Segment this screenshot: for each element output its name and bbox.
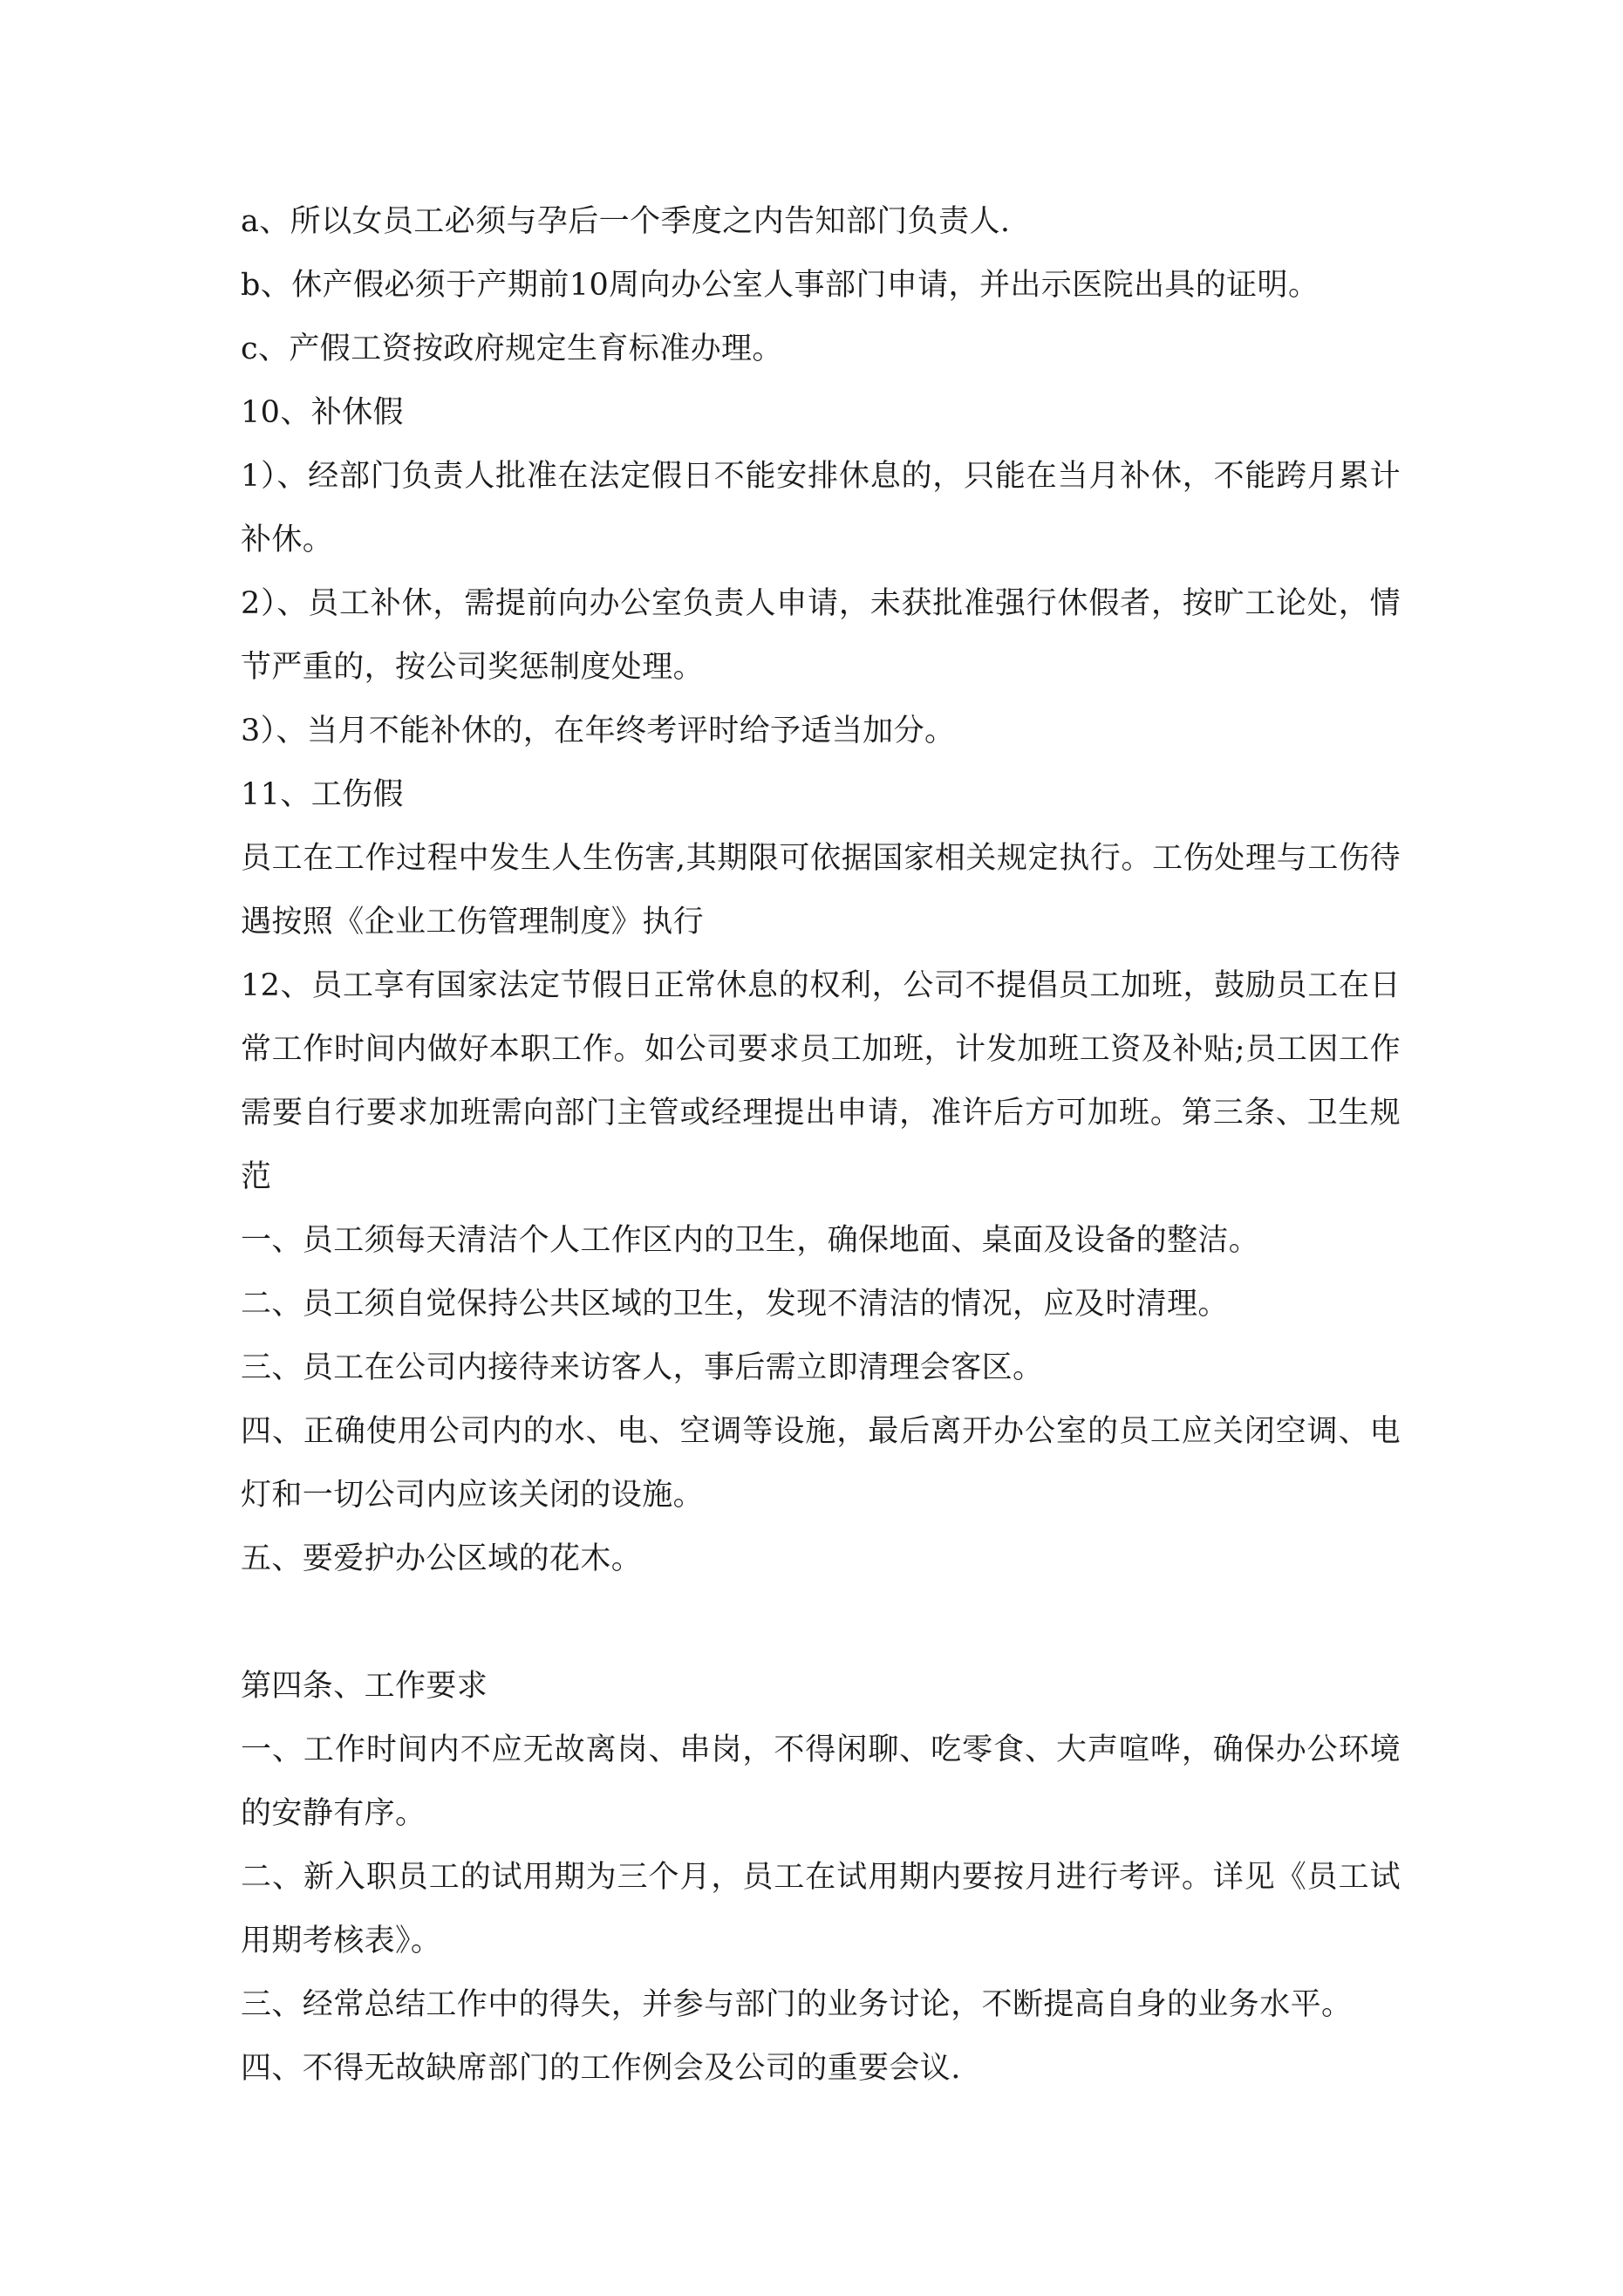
heading-work-injury-leave: 11、工伤假: [241, 777, 404, 812]
paragraph-holidays-overtime: 12、员工享有国家法定节假日正常休息的权利，公司不提倡员工加班，鼓励员工在日常工作时间内做好本职工作。如公司要求员工加班，计发加班工资及补贴;员工因工作需要自行要求加班需向部门主管或经理提出申请，准许后方可加班。第三条、卫生规范: [241, 968, 1401, 1194]
heading-work-requirements: 第四条、工作要求: [241, 1669, 488, 1704]
paragraph-hygiene-3: 三、员工在公司内接待来访客人，事后需立即清理会客区。: [241, 1350, 1044, 1385]
section-spacer: [241, 1591, 1401, 1655]
heading-compensatory-leave: 10、补休假: [241, 395, 404, 430]
paragraph-compensatory-rule-2: 2）、员工补休，需提前向办公室负责人申请，未获批准强行休假者，按旷工论处，情节严重的，按公司奖惩制度处理。: [241, 586, 1401, 685]
paragraph-hygiene-1: 一、员工须每天清洁个人工作区内的卫生，确保地面、桌面及设备的整洁。: [241, 1223, 1260, 1258]
paragraph-requirement-4: 四、不得无故缺席部门的工作例会及公司的重要会议.: [241, 2051, 961, 2086]
paragraph-maternity-leave-application: b、休产假必须于产期前10周向办公室人事部门申请，并出示医院出具的证明。: [241, 268, 1320, 303]
paragraph-hygiene-2: 二、员工须自觉保持公共区域的卫生，发现不清洁的情况，应及时清理。: [241, 1287, 1229, 1322]
paragraph-work-injury: 员工在工作过程中发生人生伤害,其期限可依据国家相关规定执行。工伤处理与工伤待遇按照《企业工伤管理制度》执行: [241, 841, 1401, 940]
paragraph-compensatory-rule-1: 1）、经部门负责人批准在法定假日不能安排休息的，只能在当月补休，不能跨月累计补休。: [241, 459, 1401, 557]
paragraph-maternity-pay: c、产假工资按政府规定生育标准办理。: [241, 331, 783, 366]
paragraph-compensatory-rule-3: 3）、当月不能补休的，在年终考评时给予适当加分。: [241, 714, 956, 748]
paragraph-requirement-3: 三、经常总结工作中的得失，并参与部门的业务讨论，不断提高自身的业务水平。: [241, 1987, 1353, 2022]
paragraph-maternity-notice: a、所以女员工必须与孕后一个季度之内告知部门负责人.: [241, 204, 1011, 239]
paragraph-requirement-2: 二、新入职员工的试用期为三个月，员工在试用期内要按月进行考评。详见《员工试用期考核表》。: [241, 1860, 1401, 1958]
document-body: [241, 190, 1401, 2101]
paragraph-hygiene-4: 四、正确使用公司内的水、电、空调等设施，最后离开办公室的员工应关闭空调、电灯和一切公司内应该关闭的设施。: [241, 1414, 1401, 1513]
paragraph-requirement-1: 一、工作时间内不应无故离岗、串岗，不得闲聊、吃零食、大声喧哗，确保办公环境的安静有序。: [241, 1732, 1401, 1831]
paragraph-hygiene-5: 五、要爱护办公区域的花木。: [241, 1541, 643, 1576]
